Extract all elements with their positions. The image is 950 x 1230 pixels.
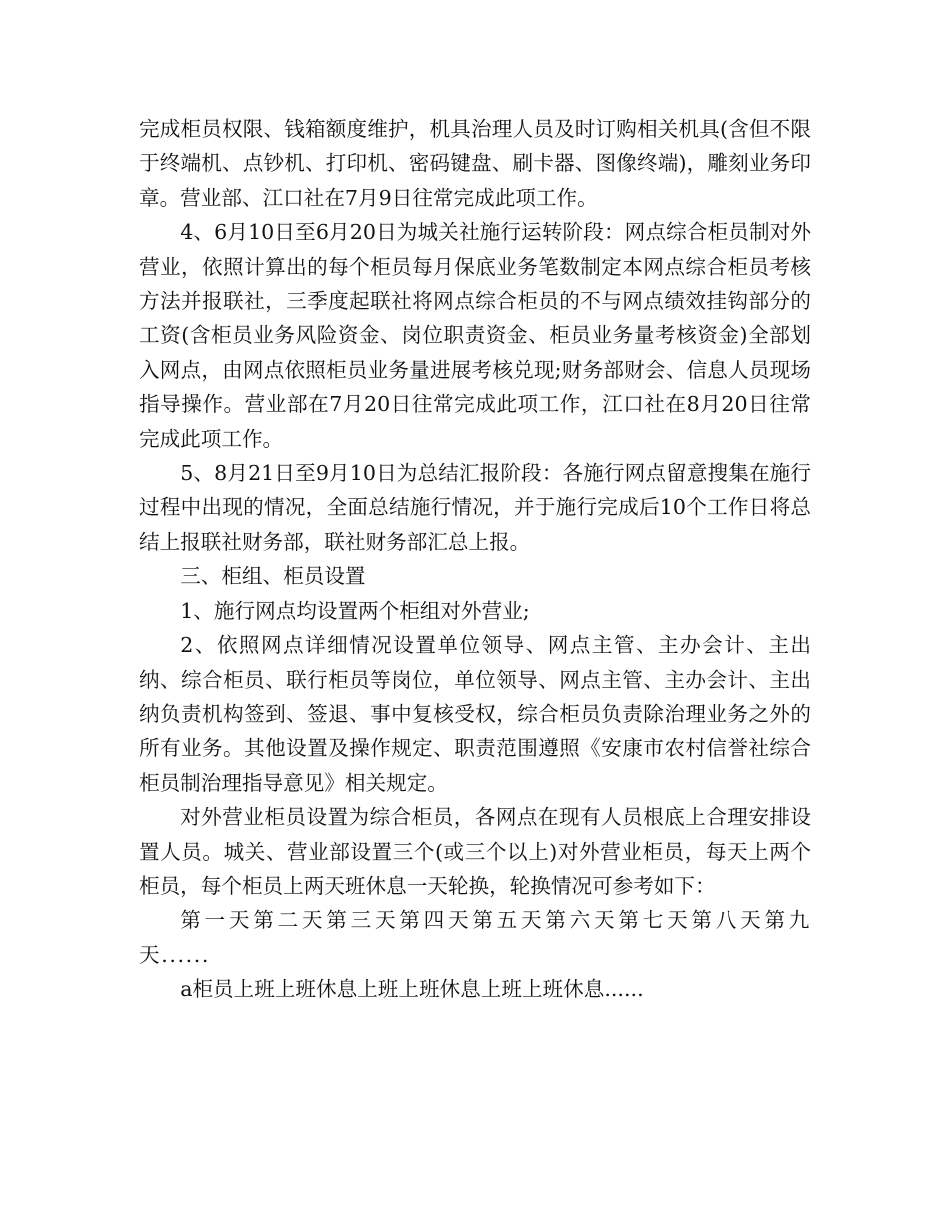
paragraph-continuation: 完成柜员权限、钱箱额度维护，机具治理人员及时订购相关机具(含但不限于终端机、点钞机、打印机、密码键盘、刷卡器、图像终端)，雕刻业务印章。营业部、江口社在7月9日往常完成此项工作。 bbox=[139, 117, 811, 210]
document-body bbox=[139, 112, 811, 1007]
paragraph-staffing: 对外营业柜员设置为综合柜员，各网点在现有人员根底上合理安排设置人员。城关、营业部设置三个(或三个以上)对外营业柜员，每天上两个柜员，每个柜员上两天班休息一天轮换，轮换情况可参考如下： bbox=[139, 805, 811, 898]
section-heading-3: 三、柜组、柜员设置 bbox=[180, 564, 366, 589]
paragraph-phase-4: 4、6月10日至6月20日为城关社施行运转阶段：网点综合柜员制对外营业，依照计算出的每个柜员每月保底业务笔数制定本网点综合柜员考核方法并报联社，三季度起联社将网点综合柜员的不与网点绩效挂钩部分的工资(含柜员业务风险资金、岗位职责资金、柜员业务量考核资金)全部划入网点，由网点依照柜员业务量进展考核兑现;财务部财会、信息人员现场指导操作。营业部在7月20日往常完成此项工作，江口社在8月20日往常完成此项工作。 bbox=[139, 220, 811, 451]
paragraph-phase-5: 5、8月21日至9月10日为总结汇报阶段：各施行网点留意搜集在施行过程中出现的情况，全面总结施行情况，并于施行完成后10个工作日将总结上报联社财务部，联社财务部汇总上报。 bbox=[139, 461, 811, 554]
schedule-header-line: 第一天第二天第三天第四天第五天第六天第七天第八天第九天...... bbox=[139, 908, 811, 967]
paragraph-item-1: 1、施行网点均设置两个柜组对外营业; bbox=[180, 598, 530, 623]
paragraph-item-2: 2、依照网点详细情况设置单位领导、网点主管、主办会计、主出纳、综合柜员、联行柜员等岗位，单位领导、网点主管、主办会计、主出纳负责机构签到、签退、事中复核受权，综合柜员负责除治理业务之外的所有业务。其他设置及操作规定、职责范围遵照《安康市农村信誉社综合柜员制治理指导意见》相关规定。 bbox=[139, 633, 811, 795]
schedule-row-a: a柜员上班上班休息上班上班休息上班上班休息...... bbox=[180, 977, 644, 1002]
